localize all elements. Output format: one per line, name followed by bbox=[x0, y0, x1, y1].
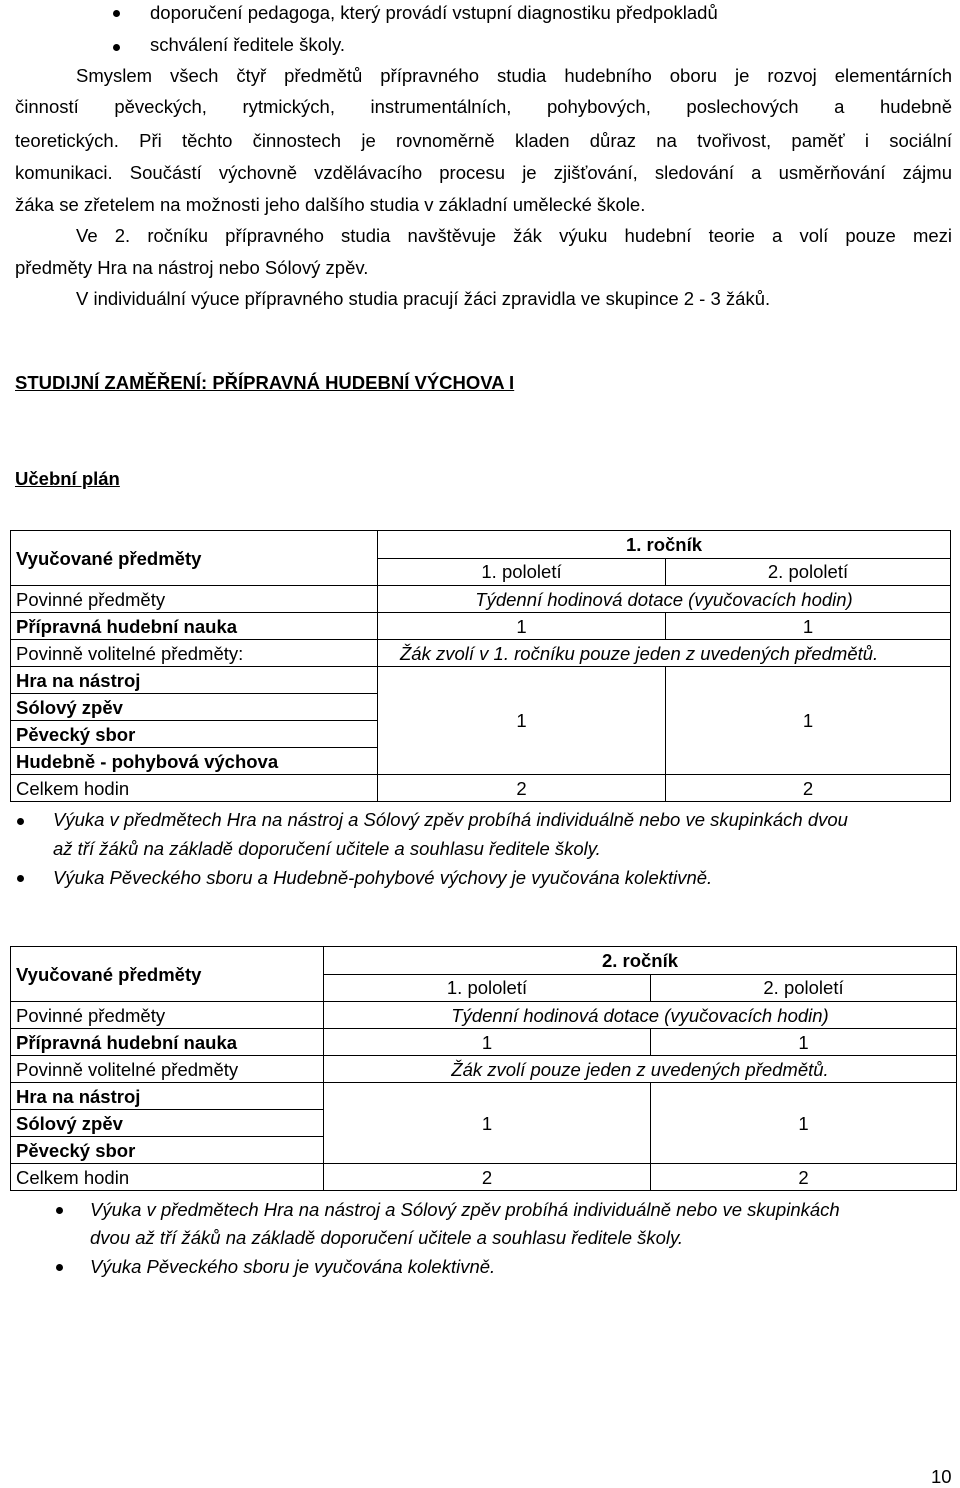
hours-value: 1 bbox=[324, 1029, 651, 1056]
hours-value: 2 bbox=[324, 1164, 651, 1191]
note-text: dvou až tří žáků na základě doporučení učitele a souhlasu ředitele školy. bbox=[90, 1227, 684, 1248]
paragraph-line: žáka se zřetelem na možnosti jeho dalšího studia v základní umělecké škole. bbox=[15, 194, 646, 215]
year-header: 2. ročník bbox=[324, 947, 957, 975]
subject-name: Hudebně - pohybová výchova bbox=[11, 748, 378, 775]
paragraph-line: Ve 2. ročníku přípravného studia navštěvuje žák výuku hudební teorie a volí pouze mezi bbox=[76, 225, 952, 246]
subject-name: Přípravná hudební nauka bbox=[11, 613, 378, 640]
note-text: Výuka Pěveckého sboru a Hudebně-pohybové výchovy je vyučována kolektivně. bbox=[53, 867, 713, 888]
hours-value: 1 bbox=[651, 1029, 957, 1056]
bullet-icon bbox=[56, 1264, 63, 1271]
total-hours-label: Celkem hodin bbox=[11, 1164, 324, 1191]
subjects-header: Vyučované předměty bbox=[11, 531, 378, 586]
semester-2-header: 2. pololetí bbox=[651, 974, 957, 1002]
intro-bullet-text: doporučení pedagoga, který provádí vstupní diagnostiku předpokladů bbox=[150, 2, 718, 23]
note-text: až tří žáků na základě doporučení učitele a souhlasu ředitele školy. bbox=[53, 838, 601, 859]
subject-name: Hra na nástroj bbox=[11, 1083, 324, 1110]
paragraph-line: V individuální výuce přípravného studia pracují žáci zpravidla ve skupince 2 - 3 žáků. bbox=[76, 288, 771, 309]
hours-value: 1 bbox=[324, 1083, 651, 1164]
subject-name: Sólový zpěv bbox=[11, 694, 378, 721]
elective-subjects-label: Povinně volitelné předměty: bbox=[11, 640, 378, 667]
note-text: Výuka v předmětech Hra na nástroj a Sólový zpěv probíhá individuálně nebo ve skupinkách bbox=[90, 1199, 840, 1220]
subject-name: Pěvecký sbor bbox=[11, 721, 378, 748]
subject-name: Přípravná hudební nauka bbox=[11, 1029, 324, 1056]
elective-note: Žák zvolí v 1. ročníku pouze jeden z uvedených předmětů. bbox=[378, 640, 951, 667]
hours-value: 2 bbox=[378, 775, 666, 802]
elective-subjects-label: Povinně volitelné předměty bbox=[11, 1056, 324, 1083]
hours-value: 1 bbox=[666, 613, 951, 640]
paragraph-line: Smyslem všech čtyř předmětů přípravného studia hudebního oboru je rozvoj elementárních bbox=[76, 65, 952, 86]
hours-value: 1 bbox=[378, 613, 666, 640]
bullet-icon bbox=[113, 10, 120, 17]
paragraph-line: činností pěveckých, rytmických, instrumentálních, pohybových, poslechových a hudebně bbox=[15, 96, 952, 117]
hours-value: 2 bbox=[651, 1164, 957, 1191]
paragraph-line: komunikaci. Součástí výchovně vzdělávacího procesu je zjišťování, sledování a usměrňování zájmu bbox=[15, 162, 952, 183]
intro-bullet-text: schválení ředitele školy. bbox=[150, 34, 346, 55]
year-header: 1. ročník bbox=[378, 531, 951, 559]
section-heading: STUDIJNÍ ZAMĚŘENÍ: PŘÍPRAVNÁ HUDEBNÍ VÝCHOVA I bbox=[15, 372, 515, 393]
subject-name: Hra na nástroj bbox=[11, 667, 378, 694]
paragraph-line: předměty Hra na nástroj nebo Sólový zpěv. bbox=[15, 257, 369, 278]
paragraph-line: teoretických. Při těchto činnostech je rovnoměrně kladen důraz na tvořivost, paměť i sociální bbox=[15, 130, 952, 151]
semester-1-header: 1. pololetí bbox=[378, 558, 666, 586]
bullet-icon bbox=[113, 44, 120, 51]
semester-2-header: 2. pololetí bbox=[666, 558, 951, 586]
elective-note: Žák zvolí pouze jeden z uvedených předmětů. bbox=[324, 1056, 957, 1083]
weekly-hours-label: Týdenní hodinová dotace (vyučovacích hodin) bbox=[324, 1002, 957, 1029]
hours-value: 1 bbox=[378, 667, 666, 775]
bullet-icon bbox=[17, 875, 24, 882]
page-number: 10 bbox=[931, 1466, 952, 1487]
hours-value: 2 bbox=[666, 775, 951, 802]
subheading: Učební plán bbox=[15, 468, 120, 489]
hours-value: 1 bbox=[666, 667, 951, 775]
curriculum-table-year-1 bbox=[10, 530, 951, 802]
hours-value: 1 bbox=[651, 1083, 957, 1164]
curriculum-table-year-2 bbox=[10, 946, 957, 1191]
semester-1-header: 1. pololetí bbox=[324, 974, 651, 1002]
total-hours-label: Celkem hodin bbox=[11, 775, 378, 802]
note-text: Výuka Pěveckého sboru je vyučována kolektivně. bbox=[90, 1256, 496, 1277]
bullet-icon bbox=[56, 1207, 63, 1214]
bullet-icon bbox=[17, 818, 24, 825]
subject-name: Sólový zpěv bbox=[11, 1110, 324, 1137]
weekly-hours-label: Týdenní hodinová dotace (vyučovacích hodin) bbox=[378, 586, 951, 613]
required-subjects-label: Povinné předměty bbox=[11, 1002, 324, 1029]
subject-name: Pěvecký sbor bbox=[11, 1137, 324, 1164]
required-subjects-label: Povinné předměty bbox=[11, 586, 378, 613]
subjects-header: Vyučované předměty bbox=[11, 947, 324, 1002]
note-text: Výuka v předmětech Hra na nástroj a Sólový zpěv probíhá individuálně nebo ve skupinkách dvou bbox=[53, 809, 848, 830]
